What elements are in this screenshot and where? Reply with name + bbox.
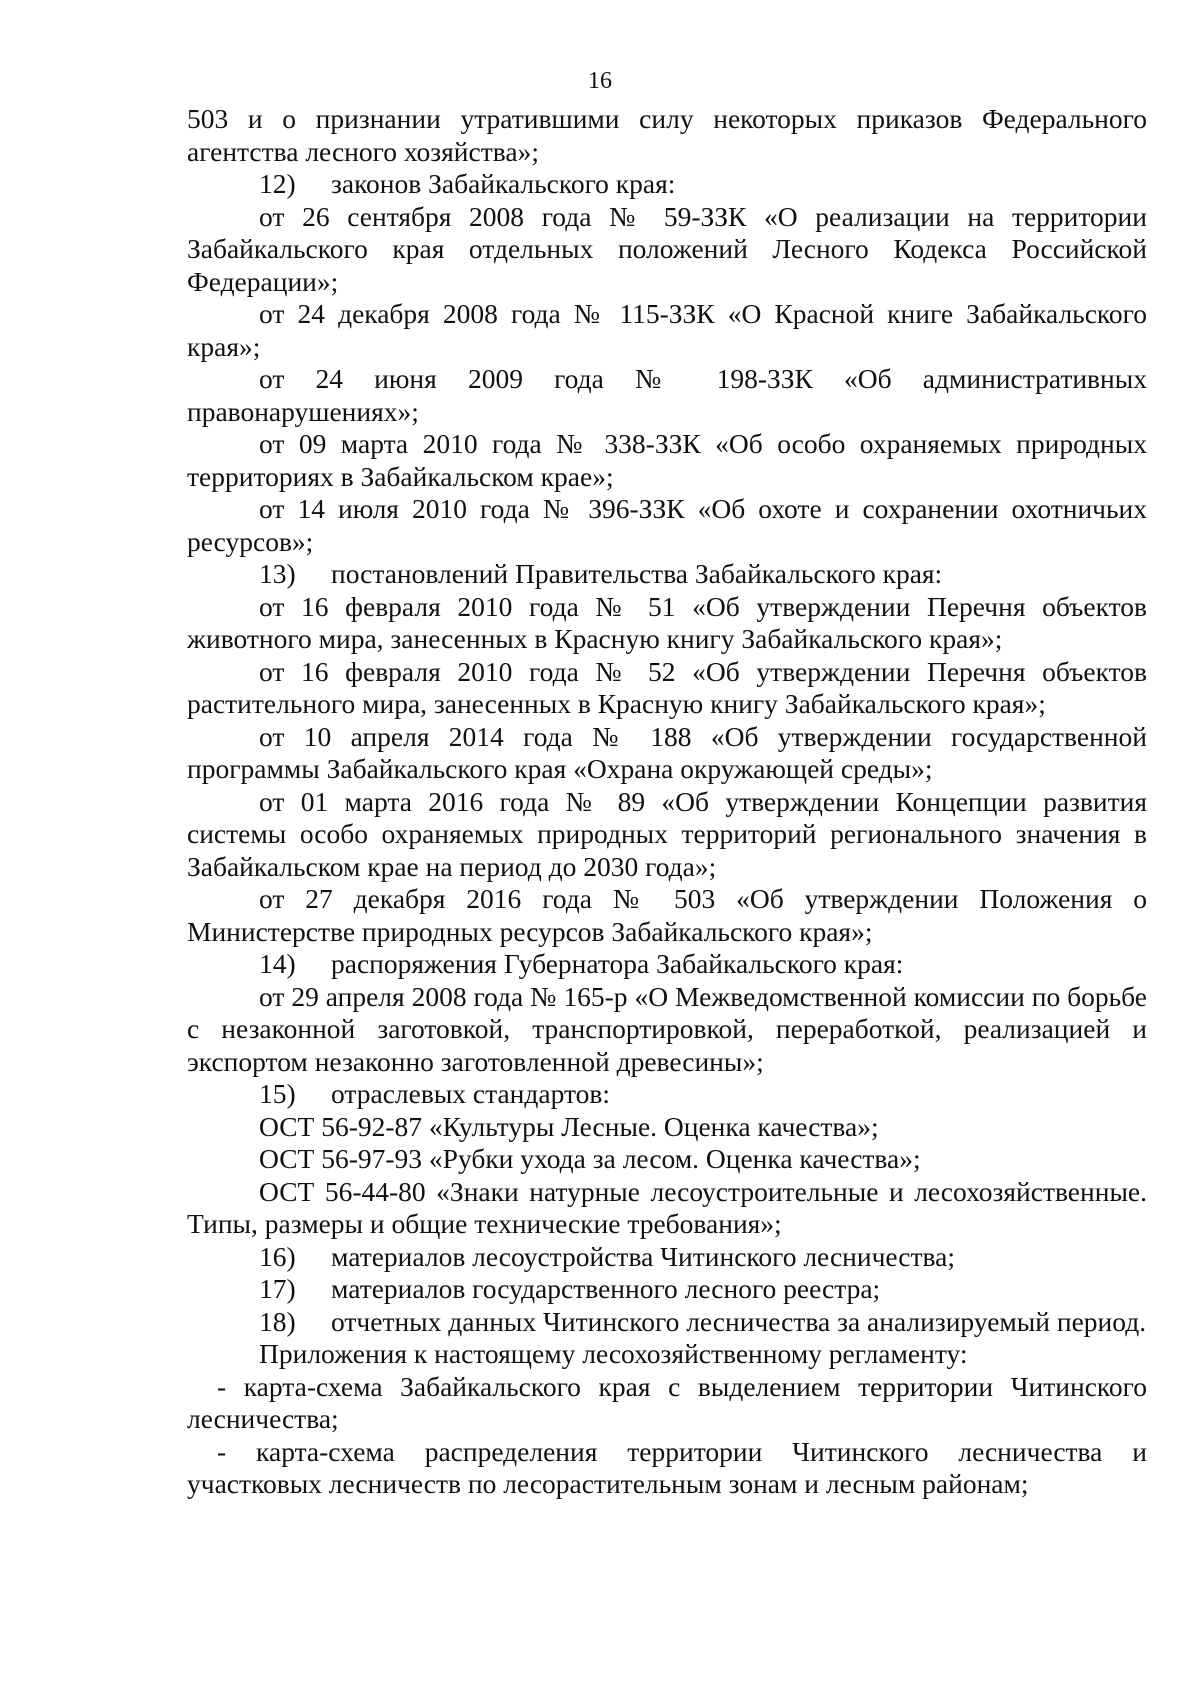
paragraph-text: - карта-схема распределения территории Читинского лесничества и участковых лесничеств по лесорастительным зонам и лесным районам; xyxy=(187,1435,1147,1499)
numbered-item xyxy=(187,558,1147,591)
paragraph-text: - карта-схема Забайкальского края с выделением территории Читинского лесничества; xyxy=(187,1370,1147,1434)
page-number: 16 xyxy=(588,68,612,94)
paragraph-text: постановлений Правительства Забайкальского края: xyxy=(331,558,943,589)
paragraph-text: ОСТ 56-92-87 «Культуры Лесные. Оценка качества»; xyxy=(259,1110,879,1142)
paragraph xyxy=(187,981,1147,1079)
paragraph xyxy=(187,298,1147,363)
paragraph-text: от 27 декабря 2016 года № 503 «Об утверждении Положения о Министерстве природных ресурсов Забайкальского края»; xyxy=(187,883,1147,947)
numbered-item xyxy=(187,1078,1147,1111)
appendix-item xyxy=(187,1371,1147,1436)
paragraph xyxy=(187,201,1147,299)
numbered-item xyxy=(187,1306,1147,1339)
paragraph xyxy=(187,786,1147,884)
paragraph-text: ОСТ 56-44-80 «Знаки натурные лесоустроительные и лесохозяйственные. Типы, размеры и общие технические требования»; xyxy=(187,1175,1147,1239)
paragraph-text: от 10 апреля 2014 года № 188 «Об утверждении государственной программы Забайкальского края «Охрана окружающей среды»; xyxy=(187,720,1147,784)
item-number: 13) xyxy=(259,558,296,589)
paragraph xyxy=(187,591,1147,656)
paragraph xyxy=(187,1111,1147,1144)
paragraph-text: отчетных данных Читинского лесничества за анализируемый период. xyxy=(331,1305,1147,1337)
paragraph xyxy=(187,883,1147,948)
paragraph-text: распоряжения Губернатора Забайкальского края: xyxy=(331,948,904,979)
paragraph xyxy=(187,1338,1147,1371)
paragraph-text: от 29 апреля 2008 года № 165-р «О Межведомственной комиссии по борьбе с незаконной заготовкой, транспортировкой, переработкой, реализацией и экспортом незаконно заготовленной древесины»; xyxy=(187,980,1147,1077)
appendix-item xyxy=(187,1436,1147,1501)
paragraph xyxy=(187,1176,1147,1241)
paragraph xyxy=(187,428,1147,493)
paragraph-text: материалов государственного лесного реестра; xyxy=(331,1273,881,1304)
paragraph-text: от 24 июня 2009 года № 198-ЗЗК «Об административных правонарушениях»; xyxy=(187,363,1147,427)
paragraph xyxy=(187,656,1147,721)
numbered-item xyxy=(187,948,1147,981)
paragraph-text: 503 и о признании утратившими силу некоторых приказов Федерального агентства лесного хозяйства»; xyxy=(187,103,1147,167)
paragraph-text: от 09 марта 2010 года № 338-ЗЗК «Об особо охраняемых природных территориях в Забайкальском крае»; xyxy=(187,428,1147,492)
paragraph-text: материалов лесоустройства Читинского лесничества; xyxy=(331,1240,956,1272)
paragraph xyxy=(187,1143,1147,1176)
paragraph xyxy=(187,493,1147,558)
paragraph-text: от 14 июля 2010 года № 396-ЗЗК «Об охоте и сохранении охотничьих ресурсов»; xyxy=(187,493,1147,557)
paragraph xyxy=(187,103,1147,168)
paragraph-text: от 16 февраля 2010 года № 52 «Об утверждении Перечня объектов растительного мира, занесенных в Красную книгу Забайкальского края»; xyxy=(187,655,1147,719)
paragraph-text: от 26 сентября 2008 года № 59-ЗЗК «О реализации на территории Забайкальского края отдельных положений Лесного Кодекса Российской Федерации»; xyxy=(187,200,1147,297)
numbered-item xyxy=(187,1241,1147,1274)
item-number: 16) xyxy=(259,1240,296,1272)
paragraph-text: от 16 февраля 2010 года № 51 «Об утверждении Перечня объектов животного мира, занесенных в Красную книгу Забайкальского края»; xyxy=(187,590,1147,654)
item-number: 14) xyxy=(259,948,296,979)
paragraph-text: законов Забайкальского края: xyxy=(331,168,676,199)
paragraph xyxy=(187,721,1147,786)
numbered-item xyxy=(187,1273,1147,1306)
paragraph-text: ОСТ 56-97-93 «Рубки ухода за лесом. Оценка качества»; xyxy=(259,1143,921,1174)
paragraph-text: отраслевых стандартов: xyxy=(331,1078,611,1109)
paragraph xyxy=(187,363,1147,428)
document-body xyxy=(187,103,1147,1501)
item-number: 15) xyxy=(259,1078,296,1109)
paragraph-text: от 24 декабря 2008 года № 115-ЗЗК «О Красной книге Забайкальского края»; xyxy=(187,298,1147,362)
paragraph-text: Приложения к настоящему лесохозяйственному регламенту: xyxy=(259,1338,968,1369)
item-number: 17) xyxy=(259,1273,296,1304)
numbered-item xyxy=(187,168,1147,201)
item-number: 12) xyxy=(259,168,296,199)
paragraph-text: от 01 марта 2016 года № 89 «Об утверждении Концепции развития системы особо охраняемых природных территорий регионального значения в Забайкальском крае на период до 2030 года»; xyxy=(187,785,1147,882)
item-number: 18) xyxy=(259,1305,296,1337)
